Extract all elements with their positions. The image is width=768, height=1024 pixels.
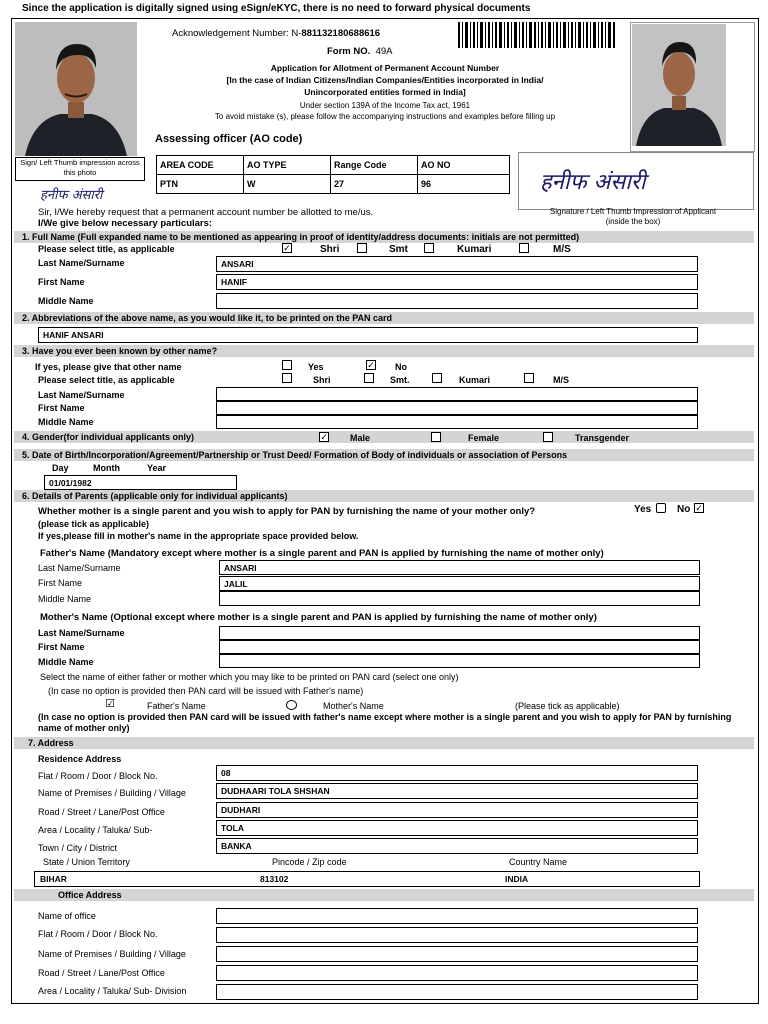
- s3-kumari-checkbox[interactable]: [432, 373, 442, 383]
- s7-pin-label: Pincode / Zip code: [272, 857, 347, 867]
- s7-flat-label: Flat / Room / Door / Block No.: [38, 771, 158, 781]
- s7-state-label: State / Union Territory: [43, 857, 130, 867]
- s7-area-field[interactable]: TOLA: [216, 820, 698, 836]
- s3-first-label: First Name: [38, 403, 85, 413]
- s3-no-label: No: [395, 362, 407, 372]
- s6-yes-checkbox[interactable]: [656, 503, 666, 513]
- s6-yes-label: Yes: [634, 504, 652, 515]
- s7-residence-heading: Residence Address: [38, 754, 122, 764]
- s3-last-name-field[interactable]: [216, 387, 698, 401]
- s5-dob-field[interactable]: 01/01/1982: [44, 475, 237, 490]
- ao-header-range: Range Code: [331, 156, 418, 175]
- ao-type: W: [244, 175, 331, 194]
- section-7-title: 7. Address: [28, 738, 74, 748]
- assessing-officer-label: Assessing officer (AO code): [155, 133, 303, 145]
- form-no: 49A: [375, 46, 393, 57]
- title-line-2: [In the case of Indian Citizens/Indian Companies/Entities incorporated in India/: [226, 75, 544, 85]
- s6-no-option-text: (In case no option is provided then PAN card will be issued with Father's name): [48, 686, 364, 696]
- s1-shri-label: Shri: [320, 244, 340, 255]
- title-line-4: Under section 139A of the Income Tax act, 1961: [299, 101, 471, 110]
- s6-note: (In case no option is provided then PAN card will be issued with father's name except where mother is a single parent and you wish to apply for PAN by furnishing name of mother only): [38, 712, 732, 733]
- s6-mother-last-field[interactable]: [219, 626, 700, 640]
- s7-country-field[interactable]: INDIA: [505, 874, 529, 884]
- section-5-header: [14, 449, 754, 461]
- section-5-title: 5. Date of Birth/Incorporation/Agreement/Partnership or Trust Deed/ Formation of Body of individuals or association of Persons: [22, 450, 568, 460]
- s5-day-label: Day: [52, 463, 69, 473]
- office-name-label: Name of office: [38, 911, 96, 921]
- intro-line-2: I/We give below necessary particulars:: [38, 218, 213, 229]
- s6-q3: If yes,please fill in mother's name in the appropriate space provided below.: [38, 531, 359, 541]
- s7-pin-field[interactable]: 813102: [260, 874, 289, 884]
- s1-middle-name-field[interactable]: [216, 293, 698, 309]
- s6-father-last-label: Last Name/Surname: [38, 563, 121, 573]
- s6-father-first-label: First Name: [38, 578, 83, 588]
- s7-town-field[interactable]: BANKA: [216, 838, 698, 854]
- s3-ms-label: M/S: [553, 375, 570, 385]
- s1-last-label: Last Name/Surname: [38, 258, 125, 268]
- s7-state-field[interactable]: BIHAR: [40, 874, 67, 884]
- signature-left: हनीफ अंसारी: [40, 188, 103, 203]
- s6-mother-middle-label: Middle Name: [38, 657, 94, 667]
- s6-please-tick: (Please tick as applicable): [515, 701, 620, 711]
- s1-first-name-field[interactable]: HANIF: [216, 274, 698, 290]
- s6-father-name-checkbox[interactable]: ☑: [105, 698, 115, 710]
- office-premises-field[interactable]: [216, 946, 698, 962]
- s7-state-pin-country-row: [34, 871, 700, 887]
- s1-ms-checkbox[interactable]: [519, 243, 529, 253]
- office-road-label: Road / Street / Lane/Post Office: [38, 968, 165, 978]
- s6-mother-name-option: Mother's Name: [323, 701, 384, 711]
- signature-caption: Signature / Left Thumb Impression of Applicant (inside the box): [549, 207, 717, 226]
- title-line-3: Unincorporated entities formed in India]: [304, 87, 466, 97]
- section-2-header: [14, 312, 754, 324]
- s1-first-label: First Name: [38, 277, 85, 287]
- s6-mother-first-field[interactable]: [219, 640, 700, 654]
- s4-female-label: Female: [468, 433, 500, 443]
- s3-yes-label: Yes: [308, 362, 324, 372]
- intro-line-1: Sir, I/We hereby request that a permanent account number be allotted to me/us.: [38, 207, 374, 218]
- s6-mother-name-radio[interactable]: [286, 700, 297, 710]
- office-premises-label: Name of Premises / Building / Village: [38, 949, 186, 959]
- ack-number: 881132180688616: [301, 28, 381, 39]
- s1-smt-checkbox[interactable]: [357, 243, 367, 253]
- office-flat-label: Flat / Room / Door / Block No.: [38, 929, 158, 939]
- s7-road-field[interactable]: DUDHARI: [216, 802, 698, 818]
- section-1-title: 1. Full Name (Full expanded name to be mentioned as appearing in proof of identity/address documents: initials are not permitted): [22, 232, 580, 242]
- section-7-header: [14, 737, 754, 749]
- s6-father-name-option: Father's Name: [147, 701, 206, 711]
- s5-year-label: Year: [147, 463, 167, 473]
- s6-q1: Whether mother is a single parent and you wish to apply for PAN by furnishing the name of your mother only?: [38, 506, 536, 517]
- ao-header-area: AREA CODE: [157, 156, 244, 175]
- s6-father-first-field[interactable]: JALIL: [219, 576, 700, 591]
- s1-last-name-field[interactable]: ANSARI: [216, 256, 698, 272]
- office-name-field[interactable]: [216, 908, 698, 924]
- office-address-title: Office Address: [58, 890, 122, 900]
- s3-select-title: Please select title, as applicable: [38, 375, 175, 385]
- s4-transgender-checkbox[interactable]: [543, 432, 553, 442]
- office-road-field[interactable]: [216, 965, 698, 981]
- s6-father-middle-field[interactable]: [219, 591, 700, 606]
- section-3-title: 3. Have you ever been known by other name?: [22, 346, 218, 356]
- s7-flat-field[interactable]: 08: [216, 765, 698, 781]
- s1-select-title: Please select title, as applicable: [38, 244, 175, 254]
- ack-label: Acknowledgement Number: N-: [172, 28, 302, 39]
- s6-father-middle-label: Middle Name: [38, 594, 92, 604]
- s7-road-label: Road / Street / Lane/Post Office: [38, 807, 165, 817]
- applicant-photo-right: [632, 24, 726, 146]
- s7-town-label: Town / City / District: [38, 843, 118, 853]
- s1-middle-label: Middle Name: [38, 296, 94, 306]
- office-flat-field[interactable]: [216, 927, 698, 943]
- s3-yes-checkbox[interactable]: [282, 360, 292, 370]
- applicant-photo-left: [15, 22, 137, 156]
- s3-kumari-label: Kumari: [459, 375, 491, 385]
- ao-header-no: AO NO: [418, 156, 510, 175]
- s4-male-checkbox[interactable]: ✓: [320, 432, 328, 442]
- s6-father-heading: Father's Name (Mandatory except where mother is a single parent and PAN is applied by furnishing the name of mother only): [40, 548, 604, 559]
- s1-ms-label: M/S: [553, 244, 571, 255]
- s3-last-label: Last Name/Surname: [38, 390, 125, 400]
- section-2-title: 2. Abbreviations of the above name, as you would like it, to be printed on the PAN card: [22, 313, 393, 323]
- section-4-title: 4. Gender(for individual applicants only): [22, 432, 195, 442]
- s6-q2: (please tick as applicable): [38, 519, 150, 529]
- s6-father-last-field[interactable]: ANSARI: [219, 560, 700, 575]
- s7-country-label: Country Name: [509, 857, 568, 867]
- ao-code-table: [156, 155, 510, 194]
- s3-shri-label: Shri: [313, 375, 331, 385]
- s7-premises-label: Name of Premises / Building / Village: [38, 788, 186, 798]
- form-no-label: Form NO.: [327, 46, 371, 57]
- s3-middle-label: Middle Name: [38, 417, 94, 427]
- office-address-header: [14, 889, 754, 901]
- s7-area-label: Area / Locality / Taluka/ Sub-: [38, 825, 153, 835]
- s6-mother-middle-field[interactable]: [219, 654, 700, 668]
- office-area-field[interactable]: [216, 984, 698, 1000]
- s6-no-checkbox[interactable]: ✓: [695, 503, 703, 513]
- digital-sign-notice: Since the application is digitally signed using eSign/eKYC, there is no need to forward physical documents: [22, 3, 531, 14]
- title-line-5: To avoid mistake (s), please follow the accompanying instructions and examples before filling up: [214, 112, 556, 121]
- s3-middle-name-field[interactable]: [216, 415, 698, 429]
- s3-ms-checkbox[interactable]: [524, 373, 534, 383]
- title-line-1: Application for Allotment of Permanent Account Number: [270, 63, 500, 73]
- section-6-header: [14, 490, 754, 502]
- s6-mother-first-label: First Name: [38, 642, 85, 652]
- office-area-label: Area / Locality / Taluka/ Sub- Division: [38, 986, 187, 996]
- section-3-header: [14, 345, 754, 357]
- s1-smt-label: Smt: [389, 244, 408, 255]
- s4-female-checkbox[interactable]: [431, 432, 441, 442]
- photo-caption: Sign/ Left Thumb impression across this photo: [15, 157, 145, 181]
- ao-no: 96: [418, 175, 510, 194]
- barcode: [458, 22, 616, 48]
- s4-male-label: Male: [350, 433, 371, 443]
- s3-no-checkbox[interactable]: ✓: [367, 360, 375, 370]
- s6-mother-last-label: Last Name/Surname: [38, 628, 125, 638]
- ao-area-code: PTN: [157, 175, 244, 194]
- s4-transgender-label: Transgender: [575, 433, 630, 443]
- s1-shri-checkbox[interactable]: ✓: [283, 243, 291, 253]
- s5-month-label: Month: [93, 463, 120, 473]
- s1-kumari-checkbox[interactable]: [424, 243, 434, 253]
- s3-shri-checkbox[interactable]: [282, 373, 292, 383]
- s3-first-name-field[interactable]: [216, 401, 698, 415]
- s7-premises-field[interactable]: DUDHAARI TOLA SHSHAN: [216, 783, 698, 799]
- ao-range-code: 27: [331, 175, 418, 194]
- s6-mother-heading: Mother's Name (Optional except where mother is a single parent and PAN is applied by furnishing the name of mother only): [40, 612, 597, 623]
- s3-smt-checkbox[interactable]: [364, 373, 374, 383]
- s3-if-yes: If yes, please give that other name: [35, 362, 182, 372]
- section-1-header: [14, 231, 754, 243]
- section-4-header: [14, 431, 754, 443]
- ao-header-type: AO TYPE: [244, 156, 331, 175]
- section-6-title: 6. Details of Parents (applicable only for individual applicants): [22, 491, 288, 501]
- s2-abbreviation-field[interactable]: HANIF ANSARI: [38, 327, 698, 343]
- s1-kumari-label: Kumari: [457, 244, 492, 255]
- s6-select-text: Select the name of either father or mother which you may like to be printed on PAN card (select one only): [40, 672, 459, 682]
- signature-right: हनीफ अंसारी: [540, 170, 646, 195]
- s3-smt-label: Smt.: [390, 375, 410, 385]
- s6-no-label: No: [677, 504, 691, 515]
